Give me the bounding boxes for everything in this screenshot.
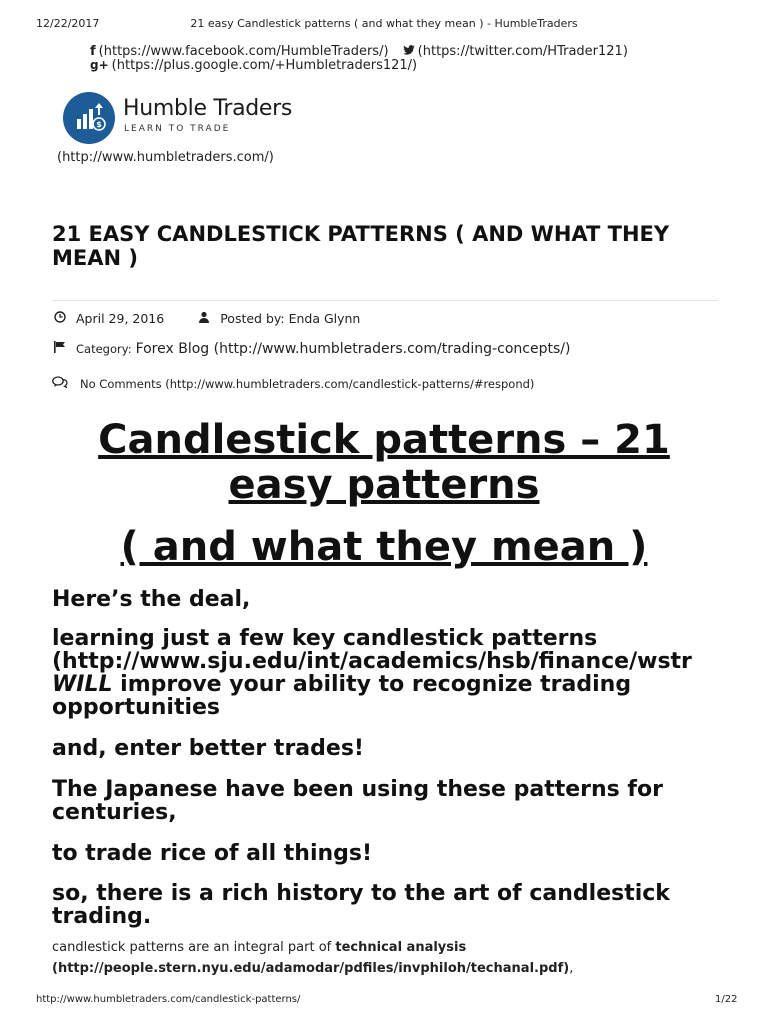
print-date: 12/22/2017 <box>36 17 100 30</box>
google-plus-link[interactable]: (https://plus.google.com/+Humbletraders121/) <box>111 58 418 73</box>
print-page-title: 21 easy Candlestick patterns ( and what they mean ) - HumbleTraders <box>190 17 578 30</box>
svg-text:$: $ <box>96 120 102 129</box>
flag-icon <box>52 341 68 356</box>
twitter-link[interactable]: (https://twitter.com/HTrader121) <box>417 44 628 59</box>
post-meta-row <box>52 311 360 326</box>
paragraph-better-trades: and, enter better trades! <box>52 737 364 760</box>
post-comments-row <box>52 376 534 391</box>
technical-analysis-intro: candlestick patterns are an integral part of <box>52 940 336 955</box>
emphasis-will: WILL <box>52 673 113 696</box>
technical-analysis-url[interactable]: (http://people.stern.nyu.edu/adamodar/pdfiles/invphiloh/techanal.pdf) <box>52 961 570 976</box>
facebook-link[interactable]: (https://www.facebook.com/HumbleTraders/) <box>98 44 389 59</box>
post-title: 21 EASY CANDLESTICK PATTERNS ( AND WHAT THEY MEAN ) <box>52 222 670 270</box>
paragraph-learning-line-3-text: improve your ability to recognize trading <box>112 673 632 696</box>
comments-link[interactable]: No Comments (http://www.humbletraders.com/candlestick-patterns/#respond) <box>80 377 535 391</box>
post-category-row <box>52 341 570 357</box>
paragraph-history: so, there is a rich history to the art of candlestick trading. <box>52 882 670 928</box>
logo-name[interactable]: Humble Traders <box>123 96 293 121</box>
twitter-icon <box>403 45 415 58</box>
comments-icon <box>52 376 68 391</box>
social-row-1 <box>90 44 628 59</box>
paragraph-deal: Here’s the deal, <box>52 588 251 611</box>
paragraph-technical-analysis <box>52 937 718 979</box>
main-heading-line-3: ( and what they mean ) <box>120 524 648 570</box>
logo-tagline: LEARN TO TRADE <box>124 124 231 134</box>
category-link[interactable]: Forex Blog (http://www.humbletraders.com/trading-concepts/) <box>135 341 571 357</box>
footer-page-number: 1/22 <box>715 994 738 1005</box>
paragraph-learning-line-3 <box>52 673 718 696</box>
paragraph-learning-line-1: learning just a few key candlestick patterns <box>52 627 598 650</box>
technical-analysis-link[interactable]: technical analysis <box>335 940 467 955</box>
post-date: April 29, 2016 <box>76 311 165 326</box>
technical-analysis-trailing: , <box>569 961 574 976</box>
home-link[interactable]: (http://www.humbletraders.com/) <box>57 150 274 165</box>
main-heading-line-2: easy patterns <box>228 462 540 508</box>
user-icon <box>196 311 212 326</box>
logo-icon[interactable] <box>63 92 115 144</box>
clock-icon <box>52 311 68 326</box>
facebook-icon: f <box>90 44 96 59</box>
social-row-2 <box>90 58 417 73</box>
footer-url: http://www.humbletraders.com/candlestick-patterns/ <box>36 994 301 1005</box>
category-label: Category: <box>76 342 132 356</box>
divider <box>52 300 718 301</box>
paragraph-learning-link[interactable]: (http://www.sju.edu/int/academics/hsb/finance/wstr <box>52 650 692 673</box>
paragraph-learning-line-4: opportunities <box>52 696 221 719</box>
post-author: Posted by: Enda Glynn <box>220 311 361 326</box>
paragraph-rice: to trade rice of all things! <box>52 842 373 865</box>
google-plus-icon: g+ <box>90 58 109 72</box>
paragraph-japanese: The Japanese have been using these patterns for centuries, <box>52 778 663 824</box>
main-heading-line-1: Candlestick patterns – 21 <box>98 417 670 463</box>
